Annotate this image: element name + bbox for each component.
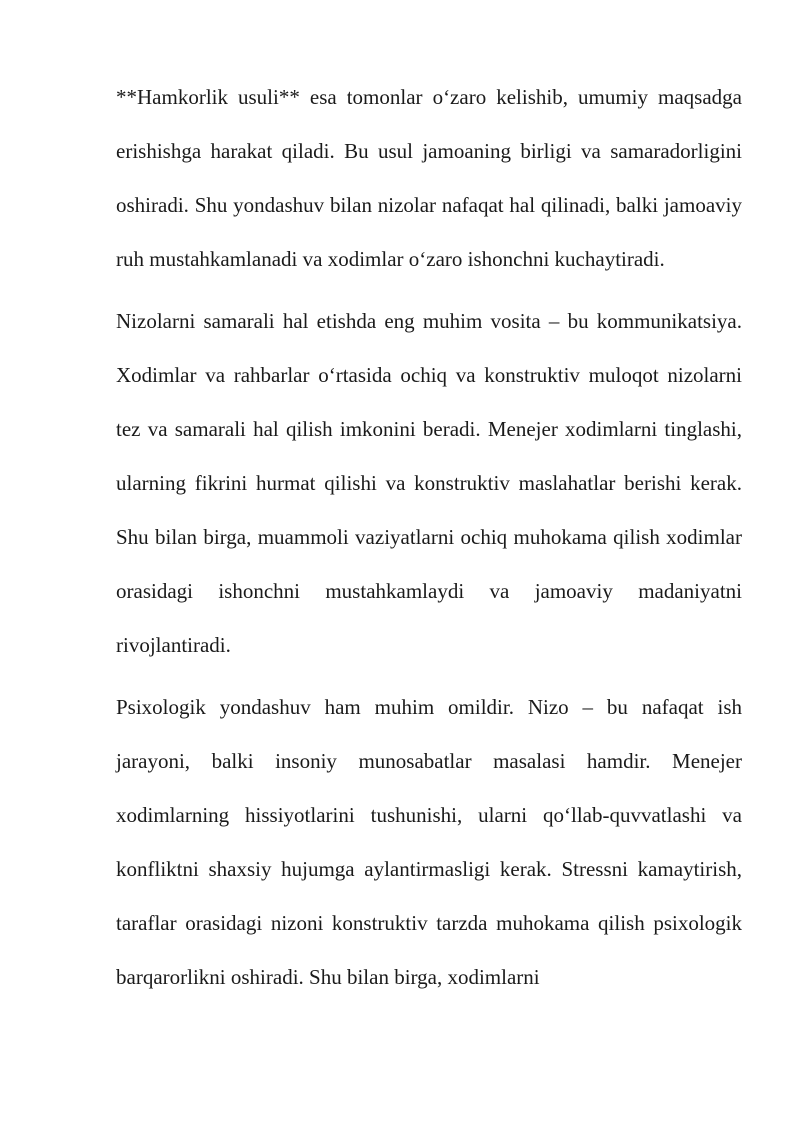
paragraph-communication: Nizolarni samarali hal etishda eng muhim vosita – bu kommunikatsiya. Xodimlar va rahbarlar o‘rtasida ochiq va konstruktiv muloqot nizolarni tez va samarali hal qilish imkonini beradi. Menejer xodimlarni tinglashi, ularning fikrini hurmat qilishi va konstruktiv maslahatlar berishi kerak. Shu bilan birga, muammoli vaziyatlarni ochiq muhokama qilish xodimlar orasidagi ishonchni mustahkamlaydi va jamoaviy madaniyatni rivojlantiradi. <box>116 309 742 657</box>
document-body <box>116 70 742 1012</box>
paragraph-collaboration-method: **Hamkorlik usuli** esa tomonlar o‘zaro kelishib, umumiy maqsadga erishishga harakat qiladi. Bu usul jamoaning birligi va samaradorligini oshiradi. Shu yondashuv bilan nizolar nafaqat hal qilinadi, balki jamoaviy ruh mustahkamlanadi va xodimlar o‘zaro ishonchni kuchaytiradi. <box>116 85 742 271</box>
paragraph-psychological-approach: Psixologik yondashuv ham muhim omildir. Nizo – bu nafaqat ish jarayoni, balki insoniy munosabatlar masalasi hamdir. Menejer xodimlarning hissiyotlarini tushunishi, ularni qo‘llab-quvvatlashi va konfliktni shaxsiy hujumga aylantirmasligi kerak. Stressni kamaytirish, taraflar orasidagi nizoni konstruktiv tarzda muhokama qilish psixologik barqarorlikni oshiradi. Shu bilan birga, xodimlarni <box>116 695 742 989</box>
